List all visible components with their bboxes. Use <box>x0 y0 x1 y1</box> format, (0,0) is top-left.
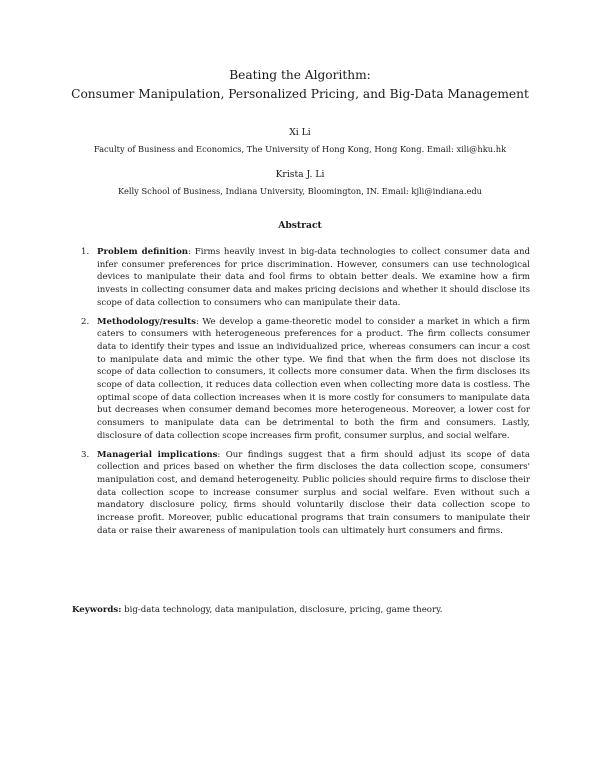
title-line-2: Consumer Manipulation, Personalized Pricing, and Big-Data Management <box>71 87 529 101</box>
author-affiliation-2: Kelly School of Business, Indiana University, Bloomington, IN. Email: kjli@indiana.edu <box>117 186 483 196</box>
item-number: 3. <box>81 449 90 460</box>
item-label: Managerial implications <box>97 449 218 460</box>
abstract-heading: Abstract <box>278 220 322 231</box>
author-affiliation-1: Faculty of Business and Economics, The University of Hong Kong, Hong Kong. Email: xili@hku.hk <box>93 144 507 154</box>
keywords-label: Keywords: <box>72 605 122 615</box>
item-text: : We develop a game-theoretic model to consider a market in which a firm caters to consumers with heterogeneous preferences for a product. The firm collects consumer data to identify their types and issue an individualized price, whereas consumers can incur a cost to manipulate data and mimic the other type. We find that when the firm does not disclose its scope of data collection to consumers, it collects more consumer data. When the firm discloses its scope of data collection, it reduces data collection even when collecting more data is costless. The optimal scope of data collection increases when it is more costly for consumers to manipulate data but decreases when consumer demand becomes more heterogeneous. Moreover, a lower cost for consumers to manipulate data can be detrimental to both the firm and consumers. Lastly, disclosure of data collection scope increases firm profit, consumer surplus, and social welfare. <box>97 316 530 441</box>
author-name-1: Xi Li <box>289 127 311 138</box>
keywords-text: big-data technology, data manipulation, disclosure, pricing, game theory. <box>121 605 443 615</box>
abstract-item-problem-definition <box>78 246 530 310</box>
keywords <box>72 604 542 616</box>
item-number: 1. <box>81 247 90 257</box>
item-number: 2. <box>81 316 90 327</box>
author-name-2: Krista J. Li <box>275 169 325 180</box>
item-text: : Our findings suggest that a firm should adjust its scope of data collection and prices based on whether the firm discloses the data collection scope, consumers' manipulation cost, and demand heterogeneity. Public policies should require firms to disclose their data collection scope to increase consumer surplus and social welfare. Even without such a mandatory disclosure policy, firms should voluntarily disclose their data collection scope to increase profit. Moreover, public educational programs that train consumers to manipulate their data or raise their awareness of manipulation tools can ultimately hurt consumers and firms. <box>97 449 530 536</box>
item-label: Methodology/results <box>97 316 196 327</box>
abstract-list <box>78 246 530 543</box>
paper-title <box>0 66 600 104</box>
item-text: : Firms heavily invest in big-data technologies to collect consumer data and infer consumer preferences for price discrimination. However, consumers can use technological devices to manipulate their data and fool firms to obtain better deals. We examine how a firm invests in collecting consumer data and makes pricing decisions and whether it should disclose its scope of data collection to consumers who can manipulate their data. <box>97 247 531 308</box>
abstract-item-managerial-implications <box>78 449 530 538</box>
item-label: Problem definition <box>97 247 189 257</box>
abstract-item-methodology-results <box>78 316 530 443</box>
title-line-1: Beating the Algorithm: <box>229 68 371 82</box>
